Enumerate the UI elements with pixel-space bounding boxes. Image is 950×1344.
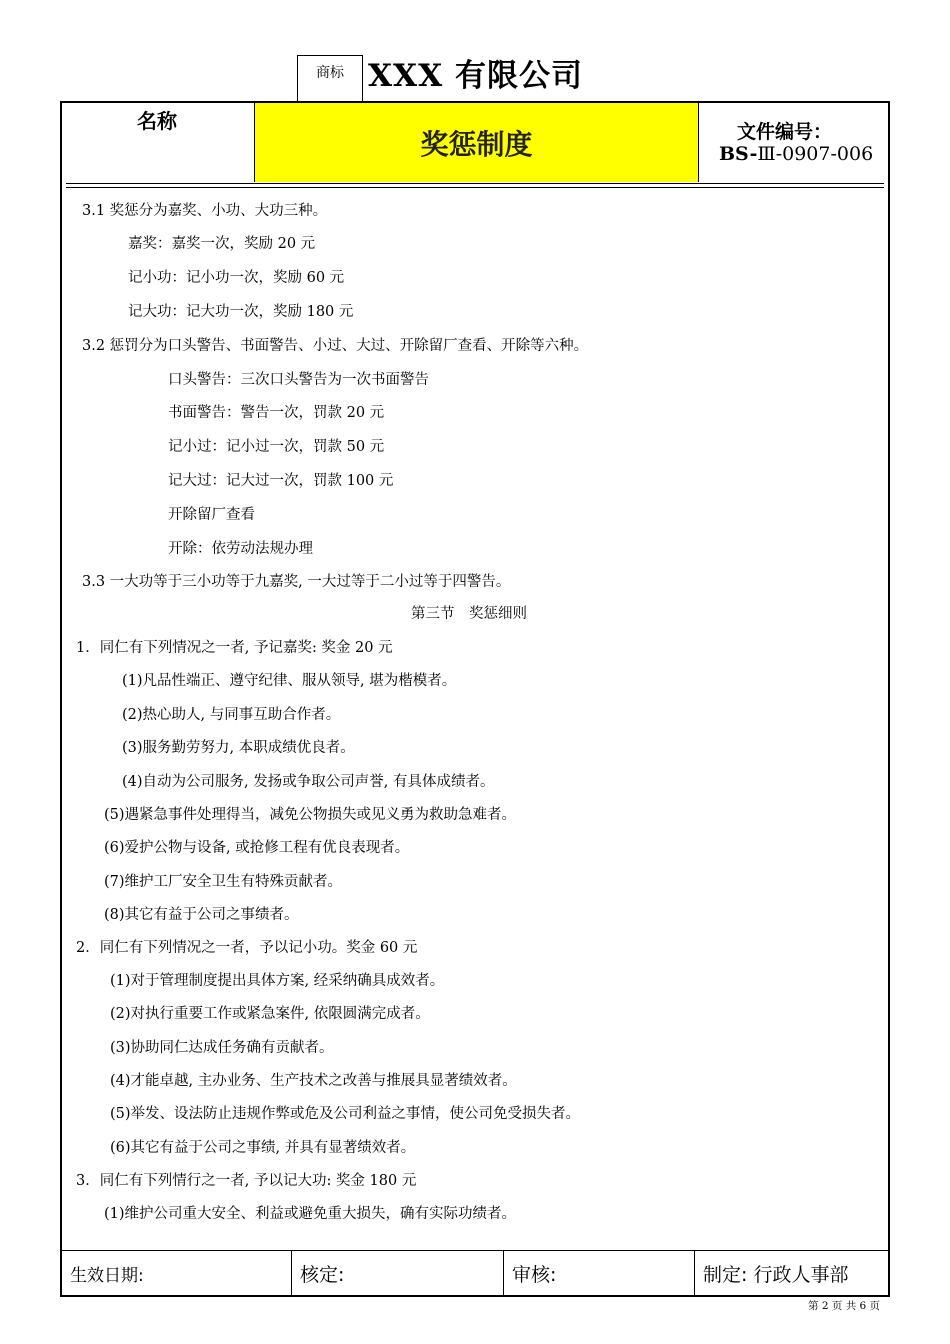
body-line: (6)其它有益于公司之事绩, 并具有显著绩效者。 (110, 1140, 416, 1156)
body-line: (2)对执行重要工作或紧急案件, 依限圆满完成者。 (110, 1006, 430, 1022)
document-code-prefix: BS- (719, 143, 758, 165)
body-line: (1)对于管理制度提出具体方案, 经采纳确具成效者。 (110, 973, 445, 989)
logo-box (297, 55, 363, 103)
body-line: 书面警告：警告一次，罚款 20 元 (168, 405, 385, 421)
body-line: 3.1 奖惩分为嘉奖、小功、大功三种。 (82, 203, 328, 219)
body-line: 3.3 一大功等于三小功等于九嘉奖, 一大过等于二小过等于四警告。 (82, 574, 511, 590)
body-line: 3．同仁有下列情行之一者, 予以记大功: 奖金 180 元 (76, 1173, 417, 1189)
body-line: 1．同仁有下列情况之一者, 予记嘉奖: 奖金 20 元 (76, 640, 393, 656)
body-line: (4)自动为公司服务, 发扬或争取公司声誉, 有具体成绩者。 (122, 774, 495, 790)
body-line: 记小功：记小功一次，奖励 60 元 (128, 270, 345, 286)
document-code-label: 文件编号： (737, 121, 833, 143)
header-code-cell (699, 103, 888, 182)
body-line: 开除：依劳动法规办理 (168, 541, 313, 557)
header-divider-line (66, 183, 884, 184)
body-line: 记大过：记大过一次，罚款 100 元 (168, 473, 394, 489)
name-label: 名称 (137, 109, 177, 133)
approved-by-cell: 核定: (292, 1251, 504, 1296)
body-line: 记大功：记大功一次，奖励 180 元 (128, 304, 354, 320)
header-name-cell (62, 103, 255, 182)
body-line: (6)爱护公物与设备, 或抢修工程有优良表现者。 (104, 840, 410, 856)
body-line: (3)协助同仁达成任务确有贡献者。 (110, 1040, 334, 1056)
body-line: 记小过：记小过一次，罚款 50 元 (168, 439, 385, 455)
body-line: 开除留厂查看 (168, 507, 255, 523)
body-line: (5)举发、设法防止违规作弊或危及公司利益之事情，使公司免受损失者。 (110, 1106, 581, 1122)
document-code-value: Ⅲ-0907-006 (757, 143, 874, 165)
body-line: (5)遇紧急事件处理得当，减免公物损失或见义勇为救助急难者。 (104, 807, 517, 823)
body-line: (8)其它有益于公司之事绩者。 (104, 907, 299, 923)
document-code (719, 143, 873, 165)
document-frame (60, 101, 890, 1297)
body-line: (1)凡品性端正、遵守纪律、服从领导, 堪为楷模者。 (122, 673, 457, 689)
body-line: 口头警告：三次口头警告为一次书面警告 (168, 372, 429, 388)
body-line: (1)维护公司重大安全、利益或避免重大损失，确有实际功绩者。 (104, 1206, 517, 1222)
reviewed-by-cell: 审核: (504, 1251, 695, 1296)
document-title: 奖惩制度 (420, 127, 533, 161)
page-number: 第 2 页 共 6 页 (808, 1300, 881, 1312)
header-title-cell (255, 103, 699, 182)
signature-footer (62, 1250, 888, 1296)
prepared-by-cell: 制定: 行政人事部 (703, 1264, 849, 1286)
logo-label: 商标 (316, 65, 344, 81)
header-divider-line-double (66, 187, 884, 188)
body-line: 3.2 惩罚分为口头警告、书面警告、小过、大过、开除留厂查看、开除等六种。 (82, 338, 589, 354)
body-line: 嘉奖：嘉奖一次，奖励 20 元 (128, 236, 316, 252)
effective-date-cell: 生效日期: (62, 1251, 292, 1296)
company-name: XXX 有限公司 (368, 58, 583, 94)
body-line: (7)维护工厂安全卫生有特殊贡献者。 (104, 874, 343, 890)
section-heading: 第三节 奖惩细则 (411, 606, 527, 622)
body-line: (4)才能卓越, 主办业务、生产技术之改善与推展具显著绩效者。 (110, 1073, 517, 1089)
body-line: (3)服务勤劳努力, 本职成绩优良者。 (122, 740, 355, 756)
document-header (62, 103, 888, 182)
body-line: 2．同仁有下列情况之一者，予以记小功。奖金 60 元 (76, 940, 418, 956)
body-line: (2)热心助人, 与同事互助合作者。 (122, 707, 341, 723)
